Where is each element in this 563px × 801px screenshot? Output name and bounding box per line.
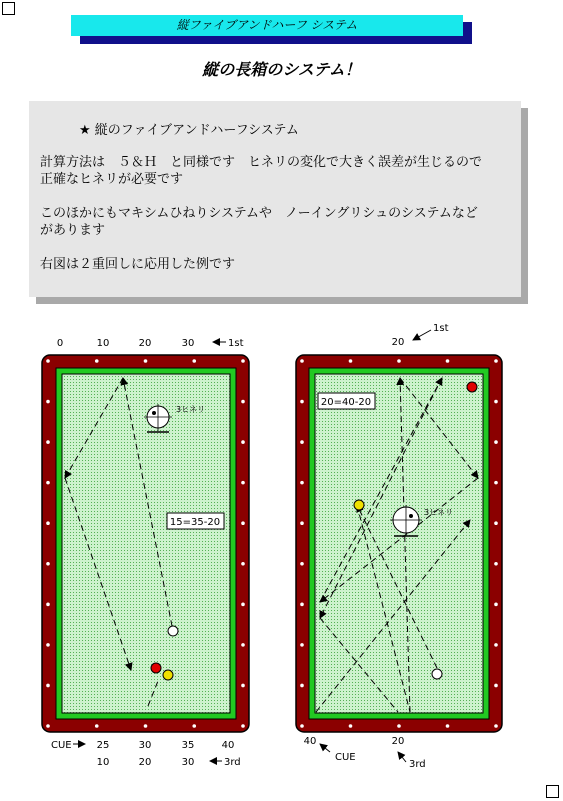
left-table — [42, 338, 249, 768]
diamond-marker — [46, 562, 50, 566]
cue-label: CUE — [335, 752, 356, 763]
bottom-label: 20 — [391, 736, 405, 747]
diamond-marker — [241, 562, 245, 566]
diamond-marker — [494, 562, 498, 566]
diamond-marker — [494, 643, 498, 647]
bottom-label: 40 — [221, 740, 235, 751]
info-box — [29, 101, 521, 297]
yellow-ball — [163, 670, 173, 680]
diamond-marker — [300, 562, 304, 566]
right-bottom-labels — [304, 736, 426, 770]
white-ball — [432, 669, 442, 679]
left-top-labels — [57, 338, 195, 349]
diamond-marker — [95, 724, 99, 728]
top-label: 30 — [181, 338, 195, 349]
diamond-marker — [144, 359, 148, 363]
diamond-marker — [349, 724, 353, 728]
diamond-marker — [300, 724, 304, 728]
cloth — [315, 374, 483, 713]
top-value: 20 — [391, 337, 405, 348]
diamond-marker — [494, 481, 498, 485]
diamond-marker — [46, 521, 50, 525]
bottom-label: 30 — [138, 740, 152, 751]
bottom-label: 20 — [138, 757, 152, 768]
diamond-marker — [300, 400, 304, 404]
first-arrow-icon — [413, 330, 431, 340]
diamond-marker — [46, 684, 50, 688]
diamond-marker — [46, 643, 50, 647]
top-label: 0 — [56, 338, 64, 349]
header-banner: 縦ファイブアンドハーフ システム — [71, 15, 463, 36]
diamond-marker — [397, 724, 401, 728]
diamond-marker — [241, 400, 245, 404]
diamond-marker — [300, 521, 304, 525]
diamond-marker — [397, 359, 401, 363]
diamond-marker — [446, 724, 450, 728]
yellow-ball — [354, 500, 364, 510]
corner-mark-top-left — [2, 2, 15, 15]
english-label: 3ヒネリ — [424, 508, 454, 517]
diamond-marker — [46, 603, 50, 607]
third-arrow-icon — [398, 752, 406, 762]
bottom-label: 25 — [96, 740, 110, 751]
page-title: 縦の長箱のシステム！ — [202, 60, 361, 79]
corner-mark-bottom-right — [546, 785, 559, 798]
bottom-label: 35 — [181, 740, 195, 751]
top-label: 20 — [138, 338, 152, 349]
diamond-marker — [349, 359, 353, 363]
diamond-marker — [494, 440, 498, 444]
white-ball — [168, 626, 178, 636]
third-marker: 3rd — [224, 757, 241, 768]
tables-diagram — [0, 315, 563, 785]
right-table — [296, 323, 502, 770]
diamond-marker — [300, 643, 304, 647]
diamond-marker — [494, 603, 498, 607]
diamond-marker — [300, 603, 304, 607]
diamond-marker — [241, 521, 245, 525]
diamond-marker — [46, 440, 50, 444]
diamond-marker — [46, 481, 50, 485]
diamond-marker — [46, 400, 50, 404]
diamond-marker — [494, 684, 498, 688]
cue-arrow-icon — [320, 744, 330, 752]
diamond-marker — [241, 684, 245, 688]
info-para1-line2: 正確なヒネリが必要です — [40, 172, 184, 187]
diamond-marker — [241, 440, 245, 444]
diamond-marker — [241, 643, 245, 647]
formula-label: 15=35-20 — [169, 517, 221, 528]
info-para3: 右図は２重回しに応用した例です — [40, 257, 236, 272]
diamond-marker — [494, 724, 498, 728]
bottom-label: 40 — [303, 736, 317, 747]
info-heading: ★ 縦のファイブアンドハーフシステム — [79, 123, 299, 138]
diamond-marker — [300, 481, 304, 485]
top-label: 10 — [96, 338, 110, 349]
diamond-marker — [446, 359, 450, 363]
diamond-marker — [494, 359, 498, 363]
bottom-label: 30 — [181, 757, 195, 768]
diamond-marker — [192, 359, 196, 363]
info-para1-line1: 計算方法は ５＆Ｈ と同様です ヒネリの変化で大きく誤差が生じるので — [40, 155, 483, 170]
diamond-marker — [46, 724, 50, 728]
diamond-marker — [494, 521, 498, 525]
diamond-marker — [300, 440, 304, 444]
first-marker: 1st — [433, 323, 449, 334]
cue-label: CUE — [51, 740, 72, 751]
diamond-marker — [46, 359, 50, 363]
info-para2-line2: があります — [40, 223, 106, 238]
english-label: 3ヒネリ — [176, 405, 206, 414]
cloth — [62, 374, 230, 713]
third-marker: 3rd — [409, 759, 426, 770]
diamond-marker — [192, 724, 196, 728]
left-bottom-labels — [51, 740, 241, 768]
diamond-marker — [300, 684, 304, 688]
diamond-marker — [144, 724, 148, 728]
formula-label: 20=40-20 — [320, 397, 372, 408]
diamond-marker — [241, 603, 245, 607]
diamond-marker — [300, 359, 304, 363]
diamond-marker — [241, 359, 245, 363]
diamond-marker — [494, 400, 498, 404]
bottom-label: 10 — [96, 757, 110, 768]
diamond-marker — [241, 481, 245, 485]
info-para2-line1: このほかにもマキシムひねりシステムや ノーイングリシュのシステムなど — [40, 206, 478, 221]
first-marker: 1st — [228, 338, 244, 349]
diamond-marker — [95, 359, 99, 363]
diamond-marker — [241, 724, 245, 728]
red-ball — [467, 382, 477, 392]
red-ball — [151, 663, 161, 673]
